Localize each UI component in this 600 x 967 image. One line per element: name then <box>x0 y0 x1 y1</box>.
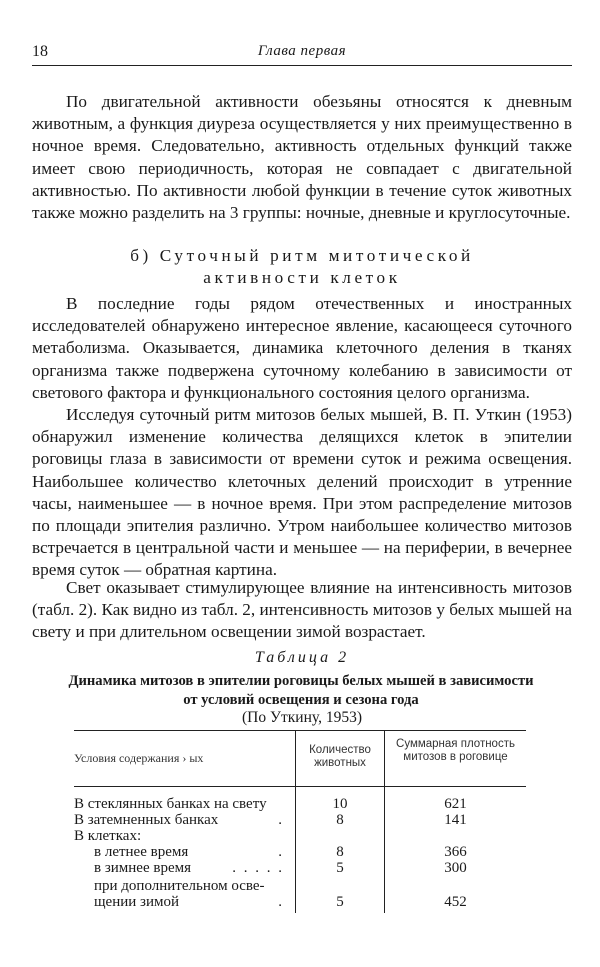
row-density: 366 <box>444 844 467 860</box>
row-density: 621 <box>444 796 467 812</box>
row-count: 5 <box>336 860 344 876</box>
row-density: 141 <box>444 812 467 828</box>
leader-dots: . <box>278 844 284 860</box>
page-header <box>32 43 572 66</box>
row-count: 8 <box>336 844 344 860</box>
leader-dots: . . . . . <box>232 860 284 876</box>
paragraph-activity: По двигательной активности обезьяны относятся к дневным животным, а функция диуреза осуществляется у них преимущественно в ночное время. Следовательно, активность отдельных функций также имеет свою периодичность, которая не совпадает с двигательной активностью. По активности любой функции в течение суток животных также можно разделить на 3 группы: ночные, дневные и круглосуточные. <box>32 92 572 223</box>
paragraph-light-effect: Свет оказывает стимулирующее влияние на интенсивность митозов (табл. 2). Как видно из табл. 2, интенсивность митозов у белых мышей на свету и при длительном освещении зимой возрастает. <box>32 578 572 642</box>
row-density: 300 <box>444 860 467 876</box>
row-condition: при дополнительном осве- <box>94 878 265 894</box>
row-condition: В стеклянных банках на свету <box>74 796 267 812</box>
table-title: Динамика митозов в эпителии роговицы белых мышей в зависимости от условий освещения и сезона года <box>68 673 534 708</box>
table-label: Таблица 2 <box>254 649 350 666</box>
row-density: 452 <box>444 894 467 910</box>
mitosis-table <box>74 730 526 913</box>
paragraph-metabolism: В последние годы рядом отечественных и иностранных исследователей обнаружено интересное явление, касающееся суточного метаболизма. Оказывается, динамика клеточного деления в тканях организма также подвержена суточному колебанию в зависимости от светового фактора и функционального состояния целого организма. <box>32 294 572 402</box>
table-header-density: Суммарная плотность митозов в роговице <box>396 738 515 763</box>
chapter-title: Глава первая <box>257 43 347 59</box>
paragraph-utkin-study: Исследуя суточный ритм митозов белых мышей, В. П. Уткин (1953) обнаружил изменение количества делящихся клеток в эпителии роговицы глаза в зависимости от времени суток и режима освещения. Наибольшее количество клеточных делений происходит в утренние часы, наименьшее — в ночное время. При этом распределение митозов по площади эпителия различно. Утром наибольшее количество митозов встречается в центральной части и меньшее — на периферии, в вечернее время суток — обратная картина. <box>32 405 572 580</box>
table-header-rule <box>74 786 526 787</box>
row-condition: В клетках: <box>74 828 142 844</box>
table-header-conditions: Условия содержания › ых <box>74 751 204 765</box>
table-source: (По Уткину, 1953) <box>242 709 362 726</box>
row-count: 8 <box>336 812 344 828</box>
section-heading-line-1: б) Суточный ритм митотической <box>130 246 474 265</box>
row-condition: в зимнее время . . . . . <box>94 860 284 876</box>
table-row <box>74 893 526 911</box>
leader-dots: . <box>278 894 284 910</box>
row-condition: в летнее время . <box>94 844 284 860</box>
table-header-count: Количество животных <box>309 744 371 769</box>
section-heading <box>32 245 572 289</box>
row-condition: щении зимой . <box>94 894 284 910</box>
table-row <box>74 859 526 877</box>
row-condition: В затемненных банках . <box>74 812 284 828</box>
section-heading-line-2: активности клеток <box>203 268 401 287</box>
page-number: 18 <box>32 43 48 60</box>
row-count: 10 <box>332 796 348 812</box>
leader-dots: . <box>278 812 284 828</box>
row-count: 5 <box>336 894 344 910</box>
